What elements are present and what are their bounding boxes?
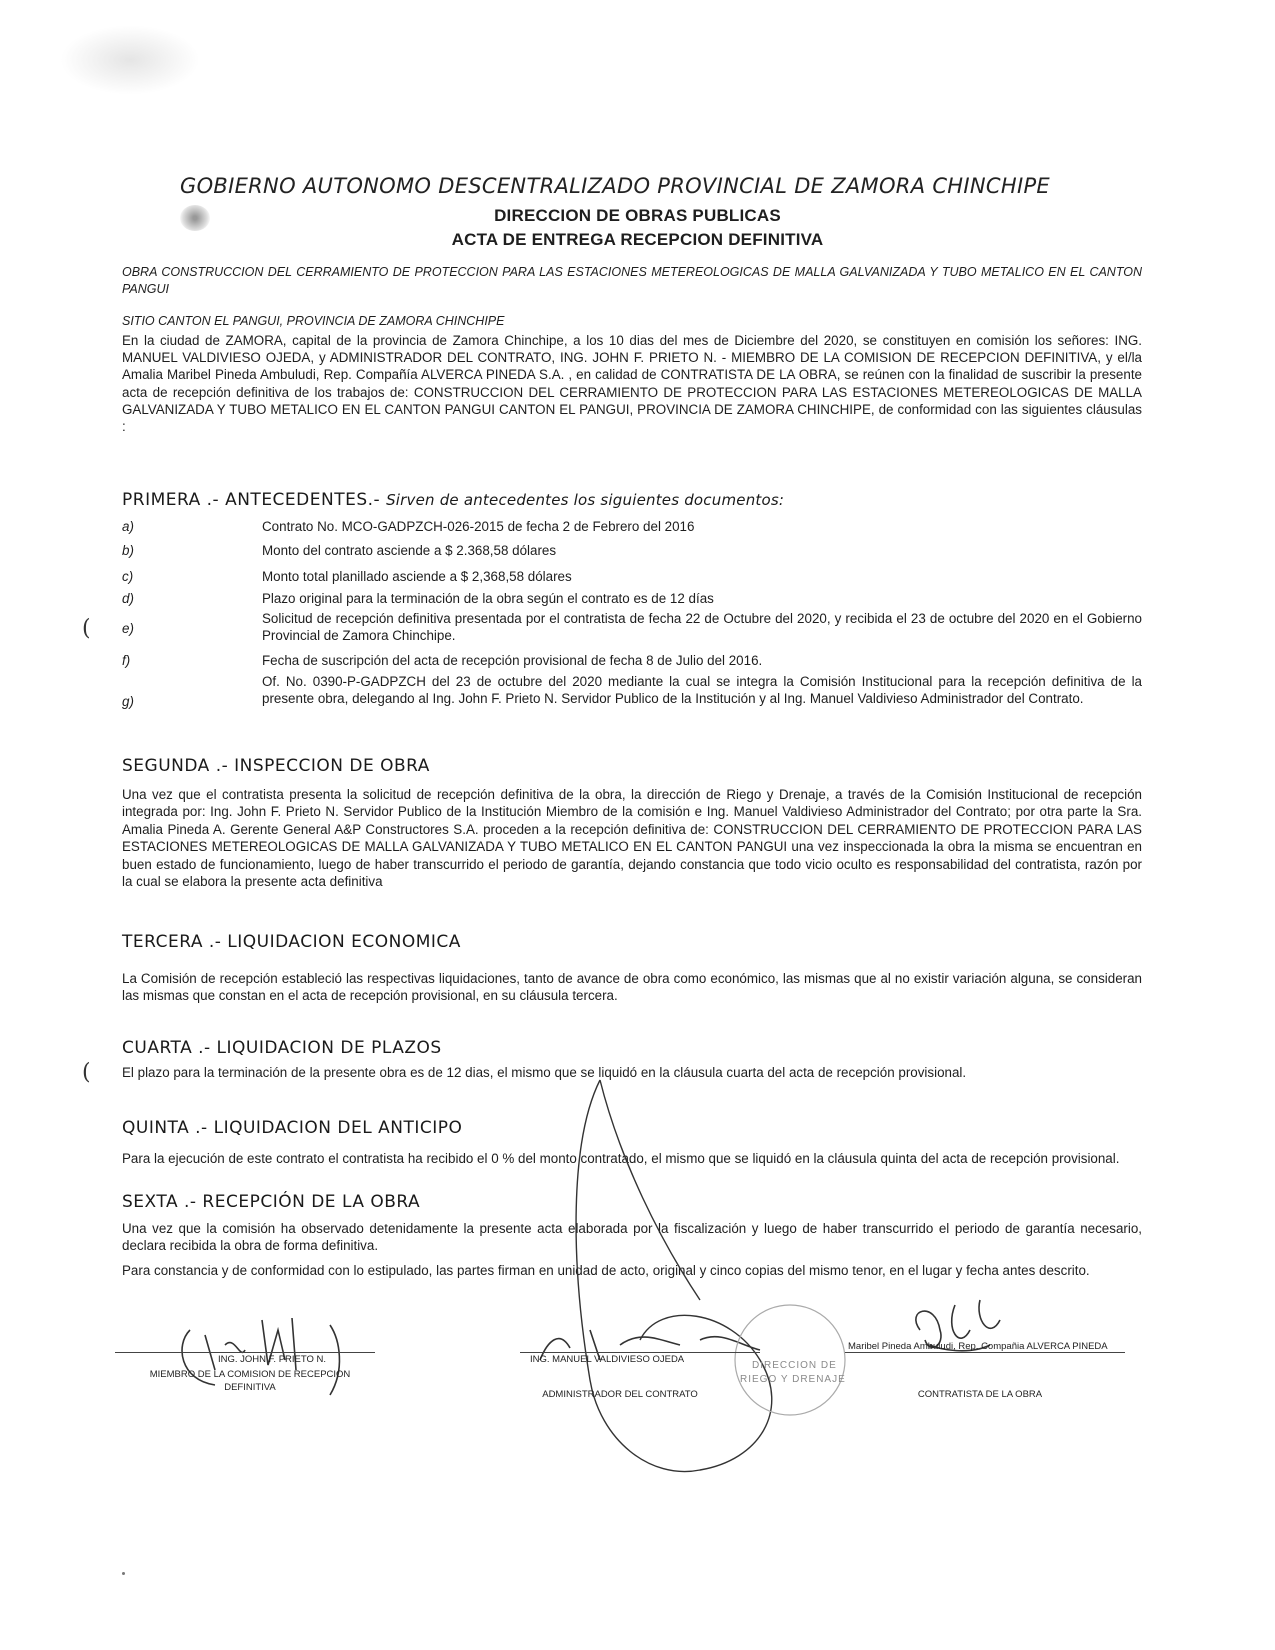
list-item-letter: e)	[122, 621, 134, 636]
list-item-letter: f)	[122, 653, 131, 668]
scan-dot	[122, 1572, 125, 1575]
clause-quinta-text: Para la ejecución de este contrato el contratista ha recibido el 0 % del monto contratado, el mismo que se liquidó en la cláusula quinta del acta de recepción provisional.	[122, 1151, 1120, 1166]
list-item-text: Solicitud de recepción definitiva presentada por el contratista de fecha 22 de Octubre del 2020, y recibida el 23 de octubre del 2020 en el Gobierno Provincial de Zamora Chinchipe.	[262, 611, 1142, 643]
list-item-text: Contrato No. MCO-GADPZCH-026-2015 de fecha 2 de Febrero del 2016	[262, 519, 695, 534]
stamp-line2: RIEGO Y DRENAJE	[740, 1374, 846, 1385]
direction-title: DIRECCION DE OBRAS PUBLICAS	[494, 206, 781, 225]
clause-segunda-heading: SEGUNDA .- INSPECCION DE OBRA	[122, 756, 430, 776]
act-title: ACTA DE ENTREGA RECEPCION DEFINITIVA	[451, 230, 824, 249]
list-item-text: Of. No. 0390-P-GADPZCH del 23 de octubre del 2020 mediante la cual se integra la Comisión Institucional para la recepción definitiva de la presente obra, delegando al Ing. John F. Prieto N. Servidor Publico de la Institución y al Ing. Manuel Valdivieso Administrador del Contrato.	[262, 674, 1142, 706]
list-item-letter: g)	[122, 694, 134, 709]
list-item-letter: d)	[122, 591, 134, 606]
clause-quinta-heading: QUINTA .- LIQUIDACION DEL ANTICIPO	[122, 1118, 463, 1138]
list-item-text: Monto del contrato asciende a $ 2.368,58 dólares	[262, 543, 557, 558]
margin-bracket-mark: (	[82, 616, 91, 641]
clause-primera-title: PRIMERA .- ANTECEDENTES.-	[122, 490, 381, 510]
list-item-letter: b)	[122, 543, 134, 558]
signature-1-role	[110, 1368, 390, 1394]
list-item-letter: c)	[122, 569, 134, 584]
clause-tercera-text: La Comisión de recepción estableció las respectivas liquidaciones, tanto de avance de obra como económico, las mismas que al no existir variación alguna, se consideran las mismas que constan en el acta de recepción provisional, en su cláusula tercera.	[122, 971, 1142, 1004]
signature-line-2	[520, 1352, 760, 1353]
closing-paragraph: Para constancia y de conformidad con lo estipulado, las partes firman en unidad de acto, original y cinco copias del mismo tenor, en el lugar y fecha antes descrito.	[122, 1263, 1090, 1278]
signature-line-3	[845, 1352, 1125, 1353]
signature-1-name: ING. JOHN F. PRIETO N.	[218, 1354, 327, 1365]
intro-paragraph: En la ciudad de ZAMORA, capital de la provincia de Zamora Chinchipe, a los 10 dias del mes de Diciembre del 2020, se constituyen en comisión los señores: ING. MANUEL VALDIVIESO OJEDA, y ADMINISTRADOR DEL CONTRATO, ING. JOHN F. PRIETO N. - MIEMBRO DE LA COMISION DE RECEPCION DEFINITIVA, y el/la Amalia Maribel Pineda Ambuludi, Rep. Compañía ALVERCA PINEDA S.A. , en calidad de CONTRATISTA DE LA OBRA, se reúnen con la finalidad de suscribir la presente acta de recepción definitiva de los trabajos de: CONSTRUCCION DEL CERRAMIENTO DE PROTECCION PARA LAS ESTACIONES METEREOLOGICAS DE MALLA GALVANIZADA Y TUBO METALICO EN EL CANTON PANGUI CANTON EL PANGUI, PROVINCIA DE ZAMORA CHINCHIPE, de conformidad con las siguientes cláusulas :	[122, 333, 1142, 435]
government-title: GOBIERNO AUTONOMO DESCENTRALIZADO PROVINCIAL DE ZAMORA CHINCHIPE	[180, 174, 1050, 198]
clause-sexta-heading: SEXTA .- RECEPCIÓN DE LA OBRA	[122, 1192, 421, 1212]
stamp-line1: DIRECCION DE	[752, 1360, 837, 1371]
clause-tercera-heading: TERCERA .- LIQUIDACION ECONOMICA	[122, 932, 461, 952]
list-item-text: Fecha de suscripción del acta de recepción provisional de fecha 8 de Julio del 2016.	[262, 653, 763, 668]
clause-cuarta-text: El plazo para la terminación de la presente obra es de 12 dias, el mismo que se liquidó en la cláusula cuarta del acta de recepción provisional.	[122, 1065, 967, 1080]
clause-segunda-text: Una vez que el contratista presenta la solicitud de recepción definitiva de la obra, la dirección de Riego y Drenaje, a través de la Comisión Institucional de recepción integrada por: Ing. John F. Prieto N. Servidor Publico de la Institución Miembro de la comisión e Ing. Manuel Valdivieso Administrador del Contrato; por otra parte la Sra. Amalia Pineda A. Gerente General A&P Constructores S.A. proceden a la recepción definitiva de: CONSTRUCCION DEL CERRAMIENTO DE PROTECCION PARA LAS ESTACIONES METEREOLOGICAS DE MALLA GALVANIZADA Y TUBO METALICO EN EL CANTON PANGUI una vez inspeccionada la obra la misma se encuentran en buen estado de funcionamiento, luego de haber transcurrido el periodo de garantía, dejando constancia que todo vicio oculto es responsabilidad del contratista, razón por la cual se elabora la presente acta definitiva	[122, 787, 1142, 890]
list-item-text: Plazo original para la terminación de la obra según el contrato es de 12 días	[262, 591, 714, 606]
signature-2-role	[520, 1388, 720, 1401]
list-item-letter: a)	[122, 519, 134, 534]
clause-cuarta-heading: CUARTA .- LIQUIDACION DE PLAZOS	[122, 1038, 442, 1058]
clause-primera-subtitle: Sirven de antecedentes los siguientes documentos:	[386, 491, 785, 509]
sitio-description: SITIO CANTON EL PANGUI, PROVINCIA DE ZAMORA CHINCHIPE	[122, 314, 505, 328]
signature-2-role-line1: ADMINISTRADOR DEL CONTRATO	[542, 1389, 698, 1400]
signature-2-name: ING. MANUEL VALDIVIESO OJEDA	[530, 1354, 685, 1365]
signature-3-role	[880, 1388, 1080, 1401]
list-item-text: Monto total planillado asciende a $ 2,368,58 dólares	[262, 569, 572, 584]
clause-sexta-text: Una vez que la comisión ha observado detenidamente la presente acta elaborada por la fiscalización y luego de haber transcurrido el periodo de garantía necesario, declara recibida la obra de forma definitiva.	[122, 1221, 1142, 1254]
signature-3-name: Maribel Pineda Ambuludi, Rep. Compañia ALVERCA PINEDA	[848, 1341, 1108, 1352]
signature-1-role-line1: MIEMBRO DE LA COMISION DE RECEPCION	[149, 1369, 351, 1380]
obra-description: OBRA CONSTRUCCION DEL CERRAMIENTO DE PROTECCION PARA LAS ESTACIONES METEREOLOGICAS DE MALLA GALVANIZADA Y TUBO METALICO EN EL CANTON PANGUI	[122, 265, 1142, 296]
margin-bracket-mark: (	[82, 1060, 91, 1085]
signature-line-1	[115, 1352, 375, 1353]
signature-3-role-line1: CONTRATISTA DE LA OBRA	[917, 1389, 1043, 1400]
signature-1-role-line2: DEFINITIVA	[224, 1382, 276, 1393]
